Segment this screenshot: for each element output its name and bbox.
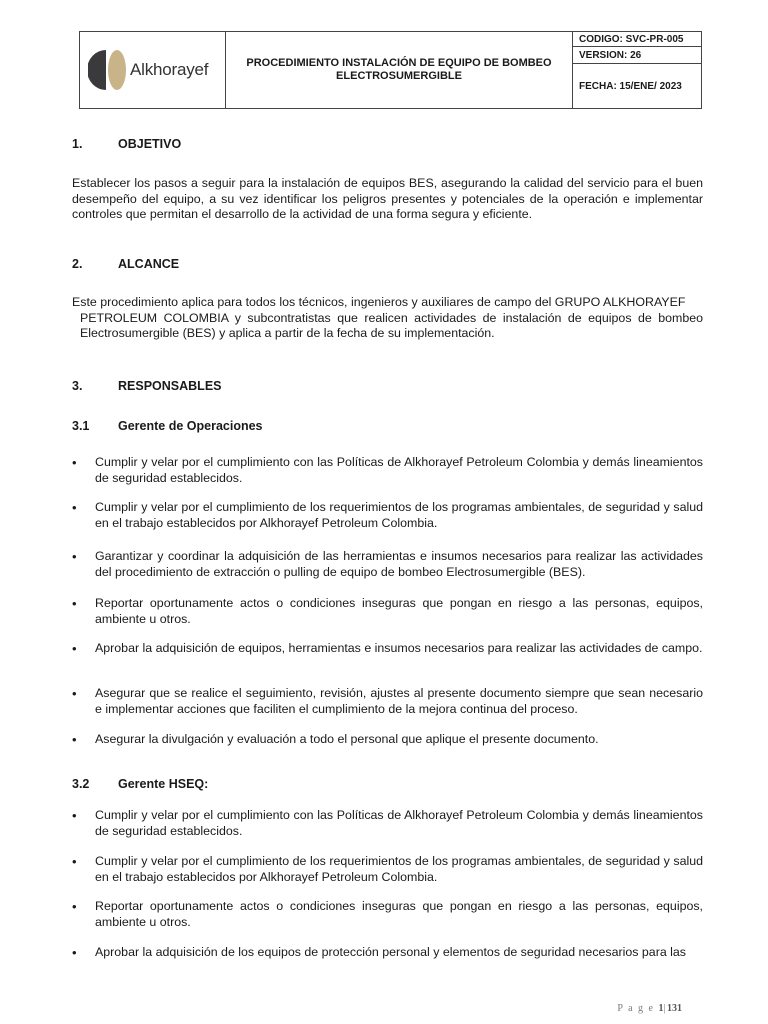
page-separator: | — [663, 1003, 667, 1014]
section-2-paragraph: Este procedimiento aplica para todos los técnicos, ingenieros y auxiliares de campo del GRUPO ALKHORAYEF PETROLEUM COLOMBIA y subcontratistas que realicen actividades de instalación de equipos de bombeo Electrosumergible (BES) y aplica a partir de la fecha de su implementación. — [72, 295, 703, 340]
list-item: • Garantizar y coordinar la adquisición de las herramientas e insumos necesarios para realizar las actividades del procedimiento de extracción o pulling de equipo de bombeo Electrosumergible (BES). — [72, 549, 703, 579]
list-item: • Asegurar que se realice el seguimiento, revisión, ajustes al presente documento siempre que sean necesario e implementar acciones que faciliten el cumplimiento de la mejora continua del proceso. — [72, 686, 703, 716]
document-version: VERSION: 26 — [573, 47, 701, 64]
list-item: • Aprobar la adquisición de los equipos de protección personal y elementos de seguridad necesarios para las — [72, 945, 686, 960]
page-word: P a g e — [617, 1003, 655, 1014]
list-item: • Cumplir y velar por el cumplimiento de los requerimientos de los programas ambientales, de seguridad y salud en el trabajo establecidos por Alkhorayef Petroleum Colombia. — [72, 500, 703, 530]
logo-text: Alkhorayef — [130, 60, 209, 79]
page-number: 1 — [658, 1003, 664, 1014]
alkhorayef-logo-icon — [88, 47, 126, 93]
section-1-paragraph: Establecer los pasos a seguir para la instalación de equipos BES, asegurando la calidad del servicio para el buen desempeño del equipo, a su vez identificar los peligros presentes y potenciales de la operación e implementar controles que permitan el desarrollo de la actividad de una forma segura y eficiente. — [72, 176, 703, 221]
page-footer — [617, 1003, 682, 1014]
section-heading-1: 1. OBJETIVO — [72, 137, 182, 151]
list-item: • Aprobar la adquisición de equipos, herramientas e insumos necesarios para realizar las actividades de campo. — [72, 641, 703, 656]
document-date: FECHA: 15/ENE/ 2023 — [579, 80, 682, 92]
subsection-heading-3-1: 3.1 Gerente de Operaciones — [72, 419, 263, 433]
section-heading-3: 3. RESPONSABLES — [72, 379, 222, 393]
page-total: 131 — [667, 1003, 682, 1014]
document-code: CODIGO: SVC-PR-005 — [573, 32, 701, 47]
document-meta — [573, 32, 701, 108]
document-header — [79, 31, 702, 109]
logo-cell — [80, 32, 226, 108]
document-title: PROCEDIMIENTO INSTALACIÓN DE EQUIPO DE BOMBEO ELECTROSUMERGIBLE — [226, 32, 573, 108]
list-item: • Cumplir y velar por el cumplimiento de los requerimientos de los programas ambientales, de seguridad y salud en el trabajo establecidos por Alkhorayef Petroleum Colombia. — [72, 854, 703, 884]
list-item: • Reportar oportunamente actos o condiciones inseguras que pongan en riesgo a las personas, equipos, ambiente u otros. — [72, 596, 703, 626]
list-item: • Asegurar la divulgación y evaluación a todo el personal que aplique el presente documento. — [72, 732, 599, 747]
list-item: • Reportar oportunamente actos o condiciones inseguras que pongan en riesgo a las personas, equipos, ambiente u otros. — [72, 899, 703, 929]
list-item: • Cumplir y velar por el cumplimiento con las Políticas de Alkhorayef Petroleum Colombia y demás lineamientos de seguridad establecidos. — [72, 455, 703, 485]
subsection-heading-3-2: 3.2 Gerente HSEQ: — [72, 777, 209, 791]
list-item: • Cumplir y velar por el cumplimiento con las Políticas de Alkhorayef Petroleum Colombia y demás lineamientos de seguridad establecidos. — [72, 808, 703, 838]
section-heading-2: 2. ALCANCE — [72, 257, 180, 271]
